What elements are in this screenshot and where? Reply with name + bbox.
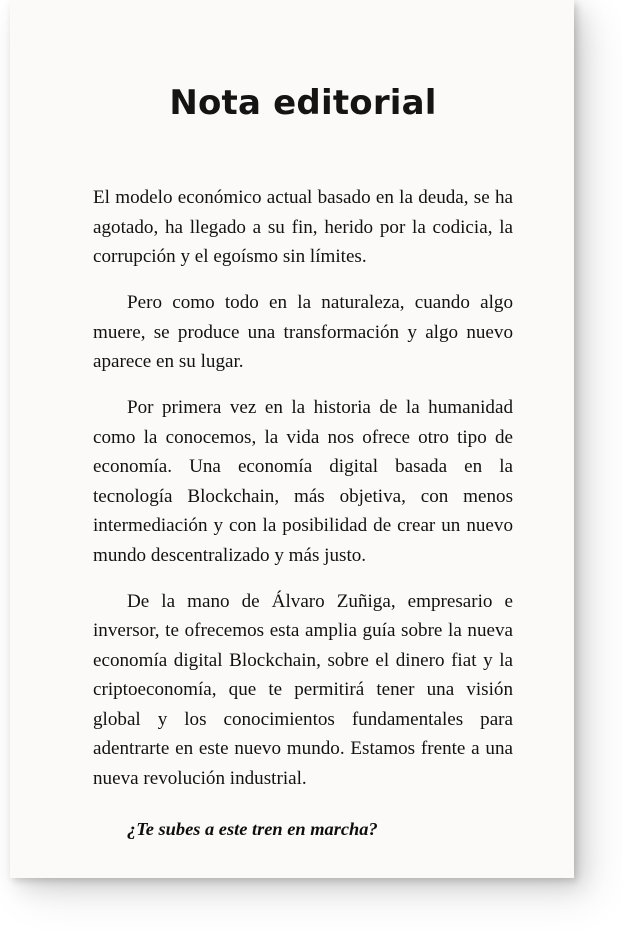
body-paragraph: Pero como todo en la naturaleza, cuando algo muere, se produce una transformación y algo nuevo aparece en su lugar. — [93, 292, 513, 373]
document-page-sheet — [10, 0, 574, 878]
closing-call-to-action: ¿Te subes a este tren en marcha? — [127, 819, 378, 840]
body-paragraph: El modelo económico actual basado en la deuda, se ha agotado, ha llegado a su fin, herido por la codicia, la corrupción y el egoísmo sin límites. — [93, 187, 513, 268]
text-column — [93, 84, 513, 843]
body-paragraph: De la mano de Álvaro Zuñiga, empresario e inversor, te ofrecemos esta amplia guía sobre la nueva economía digital Blockchain, sobre el dinero fiat y la criptoeconomía, que te permitirá tener una visión global y los conocimientos fundamentales para adentrarte en este nuevo mundo. Estamos frente a una nueva revolución industrial. — [93, 590, 513, 789]
body-paragraph: Por primera vez en la historia de la humanidad como la conocemos, la vida nos ofrece otro tipo de economía. Una economía digital basada en la tecnología Blockchain, más objetiva, con menos intermediación y con la posibilidad de crear un nuevo mundo descentralizado y más justo. — [93, 397, 513, 566]
page-title: Nota editorial — [169, 83, 437, 123]
